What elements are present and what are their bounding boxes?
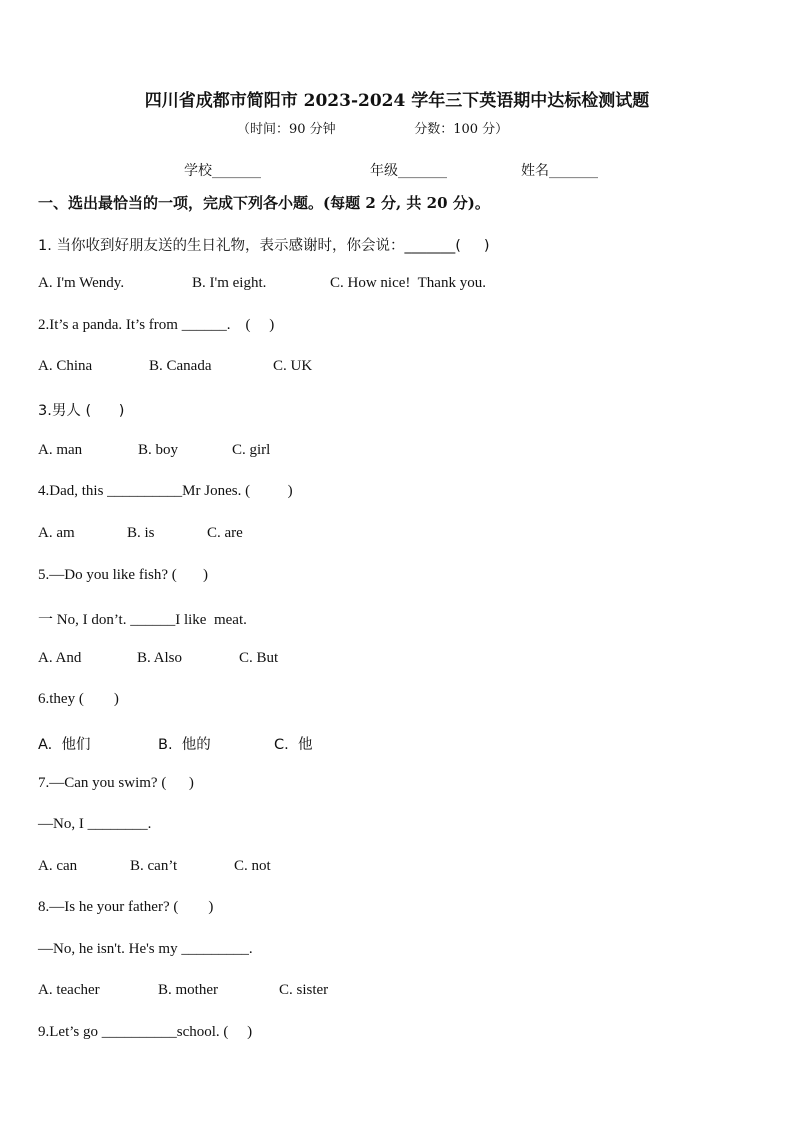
question-4-stem: 4.Dad, this __________Mr Jones. ( ) [38, 483, 293, 499]
option-b: B. I'm eight. [192, 275, 267, 291]
option-a: A. 他们 [38, 737, 91, 753]
name-field: 姓名_______ [521, 163, 598, 179]
question-7-dialogue: —No, I ________. [38, 816, 152, 832]
question-2-options [38, 358, 738, 378]
option-a: A. And [38, 650, 82, 666]
question-5-options [38, 650, 738, 670]
question-8-options [38, 982, 738, 1002]
option-c: C. sister [279, 982, 329, 998]
question-9-stem: 9.Let’s go __________school. ( ) [38, 1024, 253, 1040]
option-b: B. mother [158, 982, 218, 998]
question-1-options [38, 275, 738, 295]
question-8-stem: 8.—Is he your father? ( ) [38, 899, 214, 915]
question-4-options [38, 525, 738, 545]
question-7-options [38, 858, 738, 878]
option-c: C. UK [273, 358, 313, 374]
school-field: 学校_______ [184, 163, 261, 179]
question-6-stem: 6.they ( ) [38, 691, 119, 707]
question-3-options [38, 442, 738, 462]
option-b: B. Canada [149, 358, 212, 374]
option-b: B. boy [138, 442, 179, 458]
option-c: C. How nice! Thank you. [330, 275, 486, 291]
section-heading: 一、选出最恰当的一项，完成下列各小题。(每题 2 分, 共 20 分)。 [38, 194, 490, 212]
option-c: C. girl [232, 442, 271, 458]
option-c: C. not [234, 858, 271, 874]
option-a: A. am [38, 525, 75, 541]
question-8-dialogue: —No, he isn't. He's my _________. [38, 941, 253, 957]
grade-field: 年级_______ [370, 163, 447, 179]
question-1-stem: 1. 当你收到好朋友送的生日礼物，表示感谢时，你会说：_______( ) [38, 238, 490, 254]
question-3-stem: 3.男人 ( ) [38, 403, 125, 419]
page-title: 四川省成都市简阳市 2023-2024 学年三下英语期中达标检测试题 [144, 91, 650, 111]
question-2-stem: 2.It’s a panda. It’s from ______. ( ) [38, 317, 275, 333]
question-5-dialogue: 一 No, I don’t. ______I like meat. [38, 612, 247, 628]
option-c: C. But [239, 650, 279, 666]
option-a: A. China [38, 358, 93, 374]
question-6-options [38, 733, 738, 753]
option-b: B. 他的 [158, 737, 211, 753]
exam-time-score: （时间：90 分钟 分数：100 分） [237, 122, 509, 137]
question-7-stem: 7.—Can you swim? ( ) [38, 775, 194, 791]
option-a: A. man [38, 442, 83, 458]
option-a: A. can [38, 858, 78, 874]
option-b: B. can’t [130, 858, 178, 874]
option-b: B. Also [137, 650, 183, 666]
option-c: C. are [207, 525, 243, 541]
option-a: A. teacher [38, 982, 100, 998]
option-b: B. is [127, 525, 155, 541]
option-c: C. 他 [274, 737, 313, 753]
question-5-stem: 5.—Do you like fish? ( ) [38, 567, 208, 583]
option-a: A. I'm Wendy. [38, 275, 125, 291]
